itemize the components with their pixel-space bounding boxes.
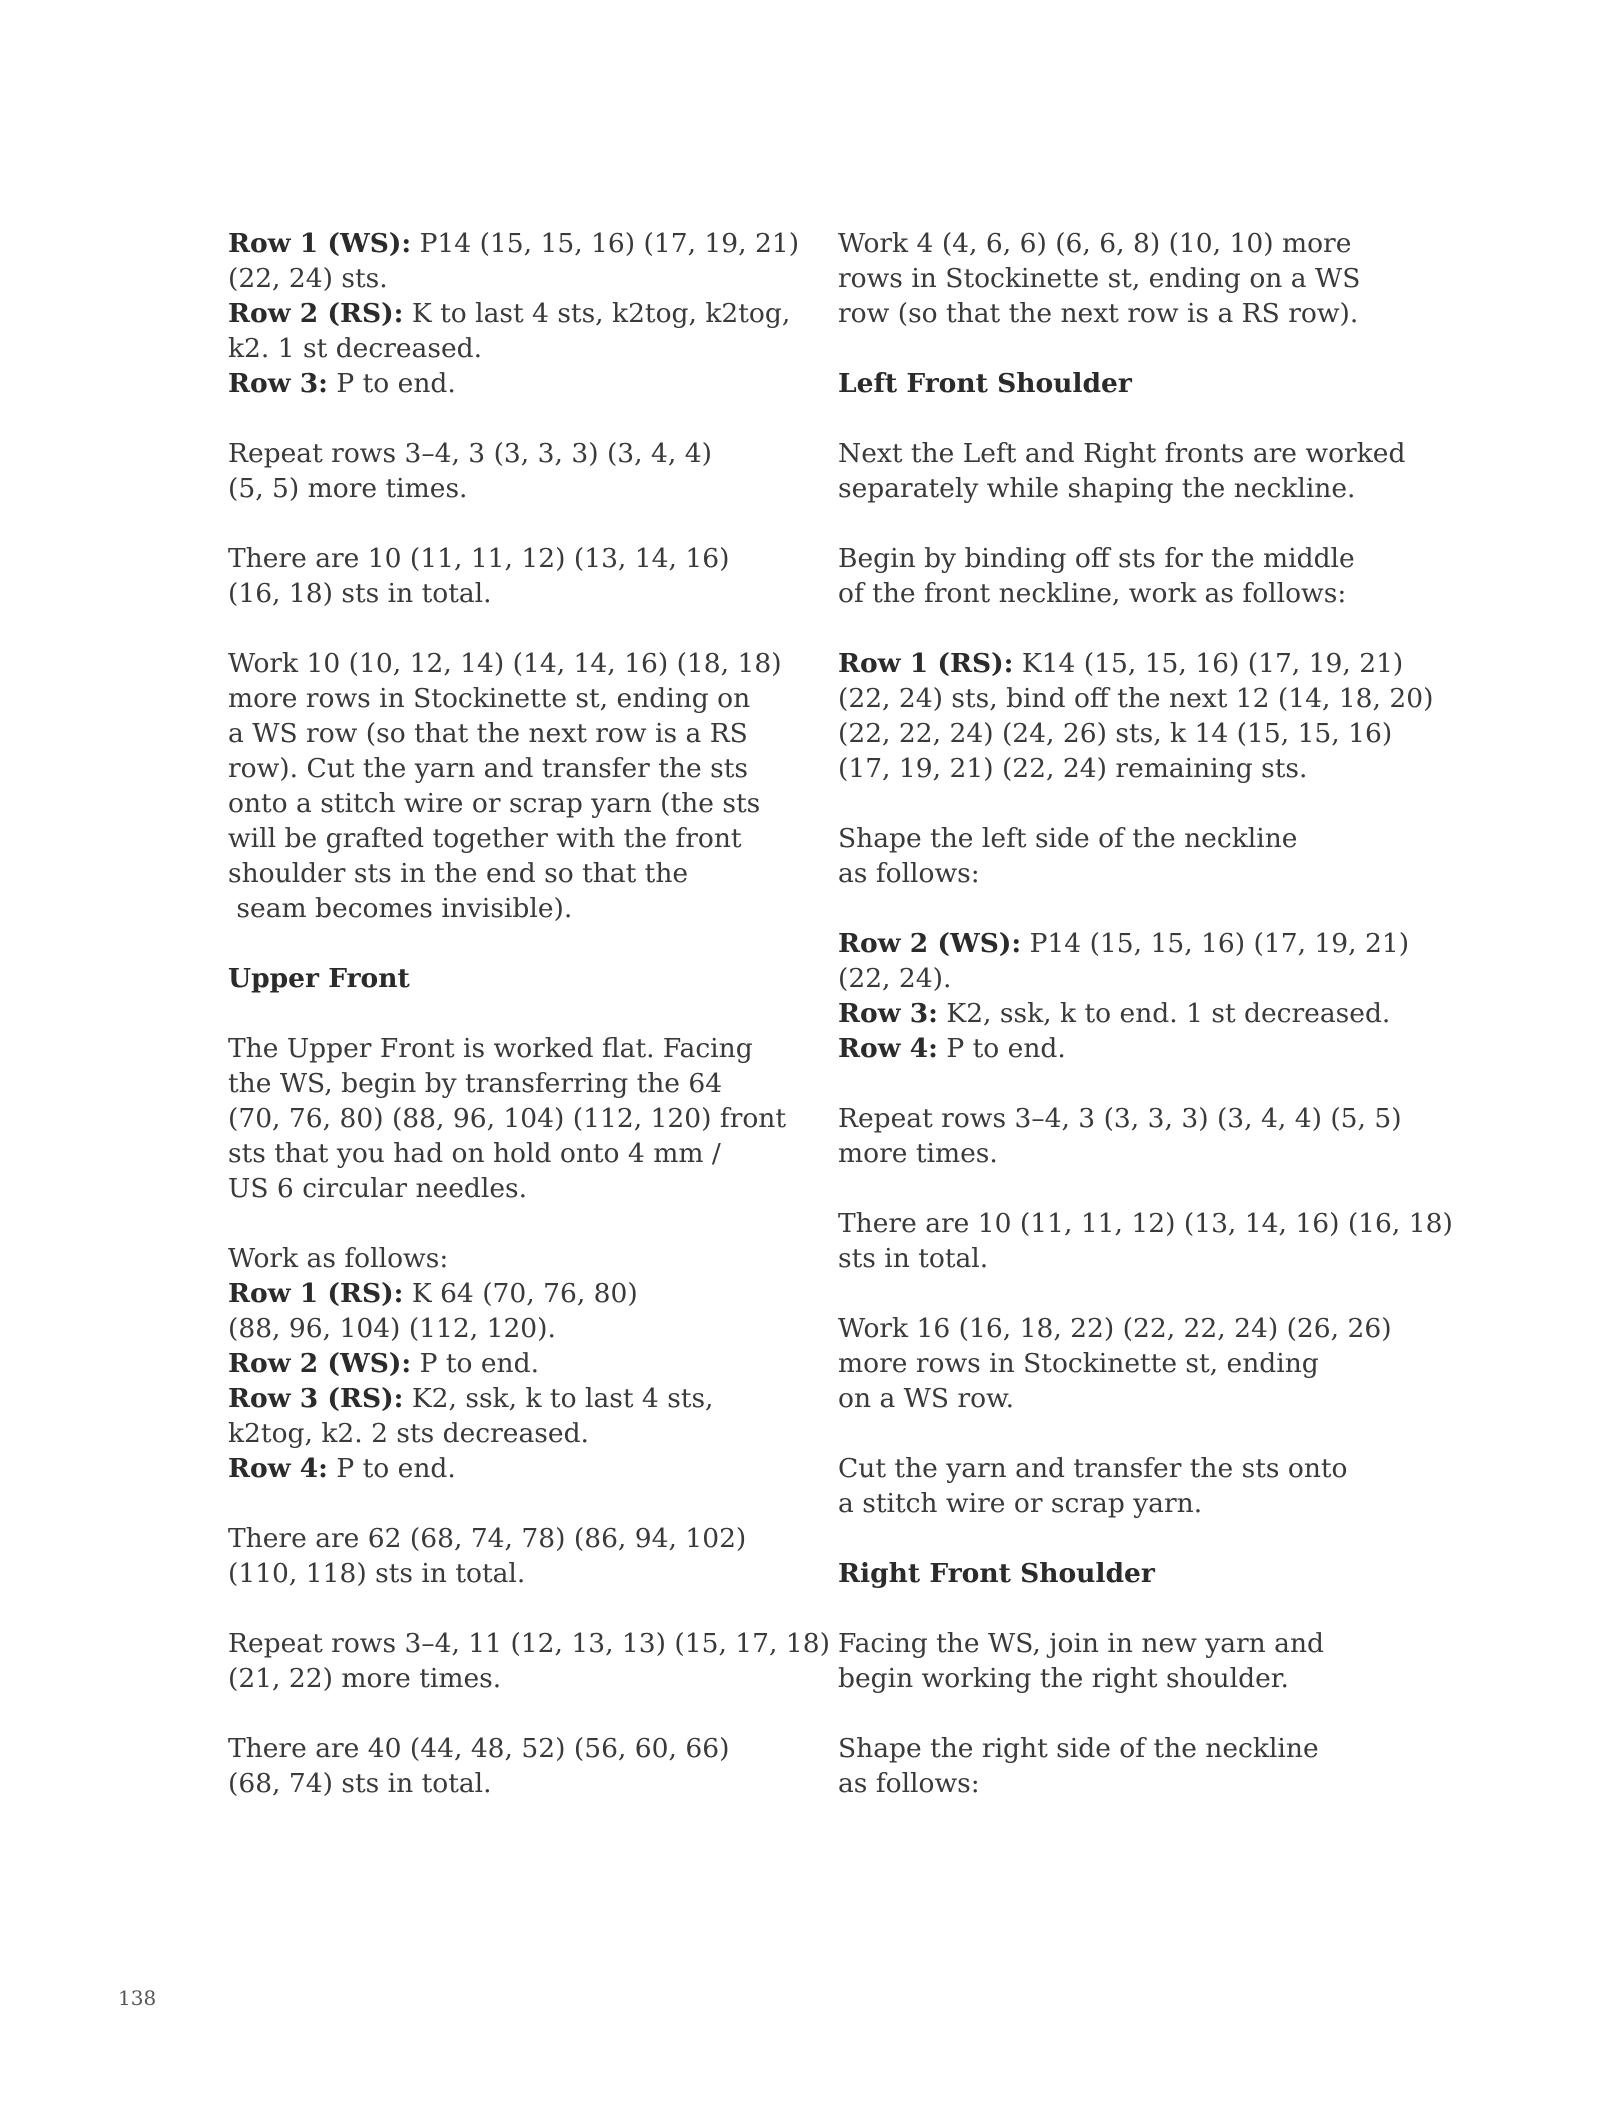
text-line: [228, 261, 788, 296]
text-line: a WS row (so that the next row is a RS: [228, 718, 748, 749]
text-line: [228, 226, 800, 261]
text-line: [838, 681, 1434, 716]
text-line: [228, 331, 788, 366]
row-text: (22, 24).: [838, 963, 952, 994]
row-label: Row 1 (WS):: [228, 228, 412, 259]
row-text: P14 (15, 15, 16) (17, 19, 21): [411, 228, 800, 259]
text-line: Next the Left and Right fronts are worked: [838, 438, 1406, 469]
row-label: Row 2 (WS):: [838, 928, 1022, 959]
text-line: more rows in Stockinette st, ending on: [228, 683, 751, 714]
section-heading: [228, 961, 788, 996]
row-text: K 64 (70, 76, 80): [403, 1278, 638, 1309]
text-line: on a WS row.: [838, 1383, 1015, 1414]
row-label: Row 2 (WS):: [228, 1348, 412, 1379]
row-text: K to last 4 sts, k2tog, k2tog,: [403, 298, 791, 329]
row-text: K14 (15, 15, 16) (17, 19, 21): [1013, 648, 1404, 679]
text-line: [228, 1276, 788, 1311]
text-line: (16, 18) sts in total.: [228, 578, 492, 609]
text-line: Cut the yarn and transfer the sts onto: [838, 1453, 1348, 1484]
text-line: [228, 1311, 788, 1346]
text-line: of the front neckline, work as follows:: [838, 578, 1347, 609]
instruction-rows: [838, 646, 1434, 786]
text-line: Work 10 (10, 12, 14) (14, 14, 16) (18, 18): [228, 648, 782, 679]
section-heading: [838, 1556, 1398, 1591]
row-text: K2, ssk, k to end. 1 st decreased.: [937, 998, 1391, 1029]
row-label: Row 3:: [228, 368, 328, 399]
row-label: Row 2 (RS):: [228, 298, 404, 329]
text-line: The Upper Front is worked flat. Facing: [228, 1033, 753, 1064]
text-line: [228, 1381, 788, 1416]
text-line: Right Front Shoulder: [838, 1558, 1155, 1589]
left-column: [228, 226, 830, 1836]
text-line: [838, 646, 1404, 681]
text-line: Repeat rows 3–4, 3 (3, 3, 3) (3, 4, 4) (5, 5): [838, 1103, 1402, 1134]
instruction-rows: [838, 926, 1410, 1066]
text-line: Shape the left side of the neckline: [838, 823, 1298, 854]
paragraph: [228, 646, 788, 926]
text-line: There are 10 (11, 11, 12) (13, 14, 16): [228, 543, 730, 574]
text-line: Work 4 (4, 6, 6) (6, 6, 8) (10, 10) more: [838, 228, 1352, 259]
text-line: [838, 961, 1398, 996]
paragraph: [838, 821, 1398, 891]
paragraph: [838, 1731, 1398, 1801]
text-line: the WS, begin by transferring the 64: [228, 1068, 723, 1099]
text-line: more times.: [838, 1138, 998, 1169]
row-text: P to end.: [937, 1033, 1066, 1064]
text-line: [838, 751, 1398, 786]
text-line: [228, 1451, 788, 1486]
text-line: Upper Front: [228, 963, 410, 994]
text-line: sts in total.: [838, 1243, 989, 1274]
text-line: Repeat rows 3–4, 3 (3, 3, 3) (3, 4, 4): [228, 438, 712, 469]
paragraph: [838, 1626, 1398, 1696]
text-line: There are 62 (68, 74, 78) (86, 94, 102): [228, 1523, 747, 1554]
text-line: as follows:: [838, 858, 980, 889]
page-number: 138: [118, 1986, 157, 2010]
text-line: (68, 74) sts in total.: [228, 1768, 492, 1799]
text-line: [228, 1241, 788, 1276]
paragraph: [838, 1311, 1398, 1416]
paragraph: [838, 541, 1398, 611]
text-line: There are 10 (11, 11, 12) (13, 14, 16) (16, 18): [838, 1208, 1453, 1239]
row-text: P to end.: [411, 1348, 540, 1379]
row-text: (22, 24) sts, bind off the next 12 (14, 18, 20): [838, 683, 1434, 714]
row-text: (22, 22, 24) (24, 26) sts, k 14 (15, 15, 16): [838, 718, 1393, 749]
text-line: (5, 5) more times.: [228, 473, 468, 504]
paragraph: [228, 1626, 830, 1696]
text-line: row). Cut the yarn and transfer the sts: [228, 753, 748, 784]
text-line: Left Front Shoulder: [838, 368, 1132, 399]
text-line: (21, 22) more times.: [228, 1663, 502, 1694]
text-line: a stitch wire or scrap yarn.: [838, 1488, 1203, 1519]
text-line: [228, 366, 788, 401]
paragraph: [838, 1101, 1402, 1171]
text-line: (70, 76, 80) (88, 96, 104) (112, 120) front: [228, 1103, 787, 1134]
row-label: Row 4:: [228, 1453, 328, 1484]
row-label: Row 4:: [838, 1033, 938, 1064]
text-line: Begin by binding off sts for the middle: [838, 543, 1355, 574]
paragraph: [228, 1521, 788, 1591]
paragraph: [838, 226, 1398, 331]
row-text: Work as follows:: [228, 1243, 449, 1274]
section-heading: [838, 366, 1398, 401]
paragraph: [228, 1731, 788, 1801]
row-text: P to end.: [327, 368, 456, 399]
text-line: sts that you had on hold onto 4 mm /: [228, 1138, 721, 1169]
text-line: begin working the right shoulder.: [838, 1663, 1289, 1694]
text-line: US 6 circular needles.: [228, 1173, 528, 1204]
text-line: [838, 926, 1410, 961]
text-line: [838, 716, 1398, 751]
text-line: (110, 118) sts in total.: [228, 1558, 526, 1589]
instruction-rows: [228, 226, 800, 401]
text-line: will be grafted together with the front: [228, 823, 742, 854]
text-line: separately while shaping the neckline.: [838, 473, 1356, 504]
text-line: Shape the right side of the neckline: [838, 1733, 1319, 1764]
text-line: [838, 1031, 1398, 1066]
row-label: Row 1 (RS):: [228, 1278, 404, 1309]
text-line: [228, 1346, 788, 1381]
row-text: (88, 96, 104) (112, 120).: [228, 1313, 556, 1344]
row-label: Row 3:: [838, 998, 938, 1029]
text-line: [228, 296, 791, 331]
right-column: [838, 226, 1453, 1836]
text-line: more rows in Stockinette st, ending: [838, 1348, 1319, 1379]
text-line: rows in Stockinette st, ending on a WS: [838, 263, 1361, 294]
text-line: shoulder sts in the end so that the: [228, 858, 689, 889]
row-text: k2. 1 st decreased.: [228, 333, 483, 364]
row-label: Row 1 (RS):: [838, 648, 1014, 679]
text-line: Work 16 (16, 18, 22) (22, 22, 24) (26, 26): [838, 1313, 1392, 1344]
paragraph: [838, 1451, 1398, 1521]
paragraph: [838, 436, 1406, 506]
text-line: [228, 1416, 788, 1451]
text-line: as follows:: [838, 1768, 980, 1799]
row-label: Row 3 (RS):: [228, 1383, 404, 1414]
row-text: (22, 24) sts.: [228, 263, 388, 294]
paragraph: [228, 541, 788, 611]
text-line: row (so that the next row is a RS row).: [838, 298, 1359, 329]
row-text: K2, ssk, k to last 4 sts,: [403, 1383, 714, 1414]
row-text: (17, 19, 21) (22, 24) remaining sts.: [838, 753, 1308, 784]
paragraph: [838, 1206, 1453, 1276]
text-line: seam becomes invisible).: [228, 893, 573, 924]
paragraph: [228, 436, 788, 506]
text-line: Facing the WS, join in new yarn and: [838, 1628, 1324, 1659]
text-line: Repeat rows 3–4, 11 (12, 13, 13) (15, 17, 18): [228, 1628, 830, 1659]
text-line: onto a stitch wire or scrap yarn (the sts: [228, 788, 761, 819]
text-line: [838, 996, 1398, 1031]
row-text: P to end.: [327, 1453, 456, 1484]
paragraph: [228, 1031, 788, 1206]
row-text: P14 (15, 15, 16) (17, 19, 21): [1021, 928, 1410, 959]
text-line: There are 40 (44, 48, 52) (56, 60, 66): [228, 1733, 730, 1764]
instruction-rows: [228, 1241, 788, 1486]
row-text: k2tog, k2. 2 sts decreased.: [228, 1418, 589, 1449]
